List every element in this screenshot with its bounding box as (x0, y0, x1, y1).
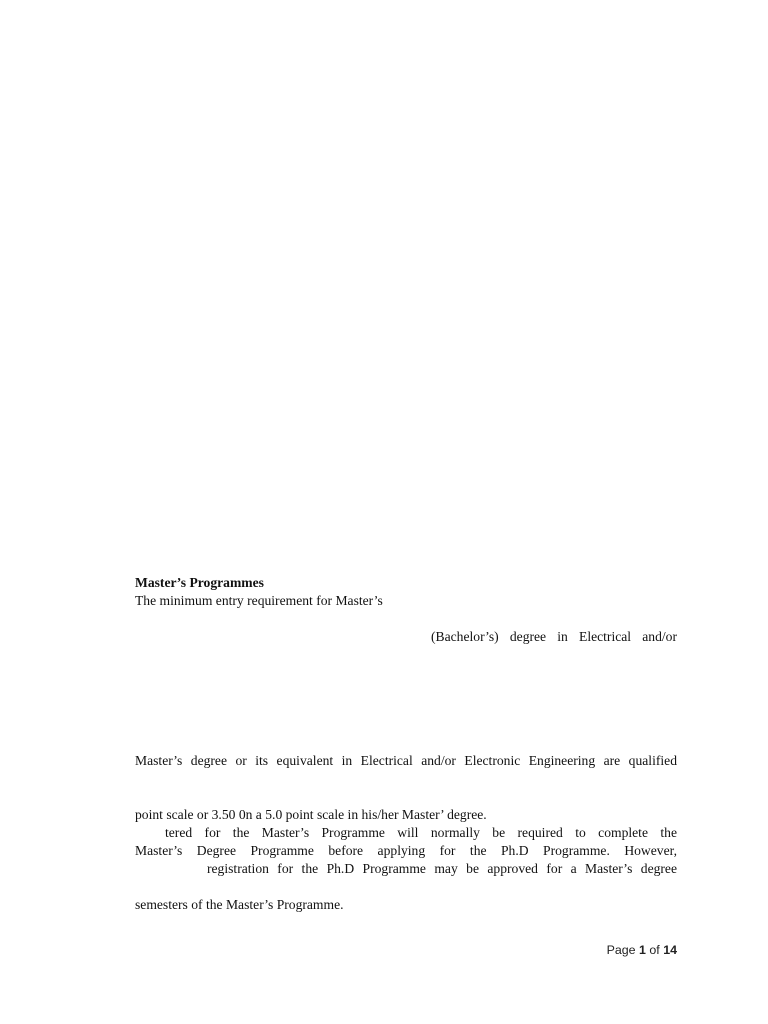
paragraph-line: Master’s degree or its equivalent in Electrical and/or Electronic Engineering are qualified (135, 753, 677, 768)
page-label: Page (606, 943, 636, 957)
paragraph-line: semesters of the Master’s Programme. (135, 897, 344, 912)
current-page-number: 1 (639, 943, 646, 957)
paragraph-line: The minimum entry requirement for Master’s (135, 593, 383, 608)
of-label: of (649, 943, 660, 957)
paragraph-line: tered for the Master’s Programme will normally be required to complete the (165, 825, 677, 840)
paragraph-line: registration for the Ph.D Programme may be approved for a Master’s degree (207, 861, 677, 876)
page-number-footer (607, 943, 677, 957)
total-page-count: 14 (663, 943, 677, 957)
paragraph-line: (Bachelor’s) degree in Electrical and/or (431, 629, 677, 644)
paragraph-line: point scale or 3.50 0n a 5.0 point scale in his/her Master’ degree. (135, 807, 487, 822)
section-heading: Master’s Programmes (135, 575, 264, 590)
paragraph-line: Master’s Degree Programme before applying for the Ph.D Programme. However, (135, 843, 677, 858)
